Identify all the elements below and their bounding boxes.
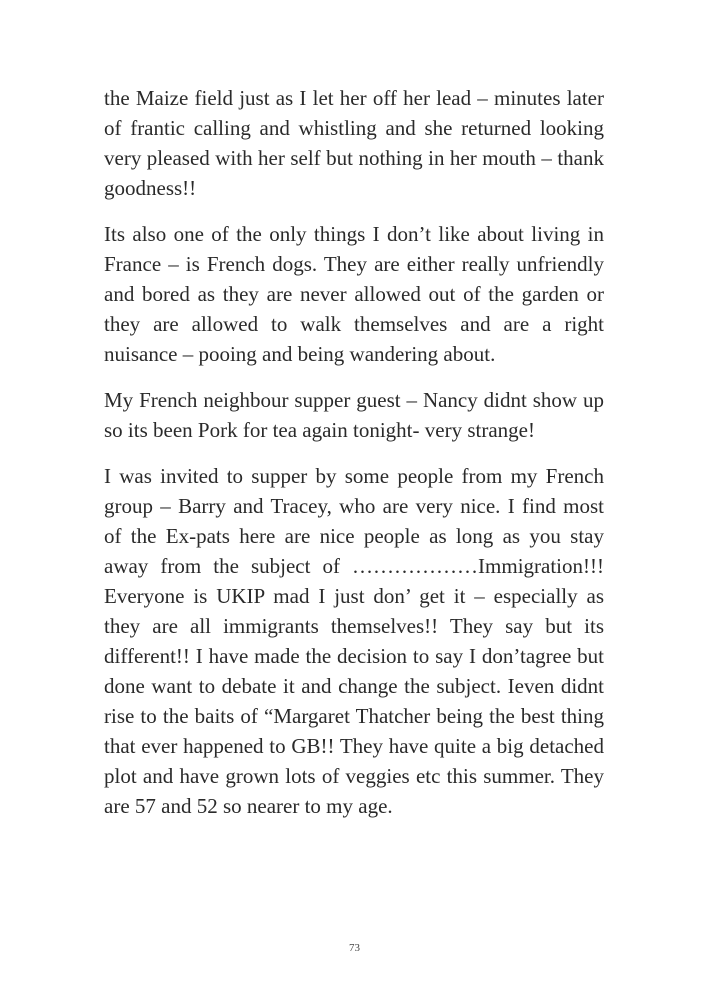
page-number: 73 [349,942,360,954]
paragraph-supper-guest: My French neighbour supper guest – Nancy didnt show up so its been Pork for tea again tonight- very strange! [104,388,604,442]
paragraph-maize-field: the Maize field just as I let her off her lead – minutes later of frantic calling and whistling and she returned looking very pleased with her self but nothing in her mouth – thank goodness!! [104,86,604,200]
body-text [104,83,604,837]
paragraph-supper-invitation: I was invited to supper by some people from my French group – Barry and Tracey, who are very nice. I find most of the Ex-pats here are nice people as long as you stay away from the subject of ………………Immigration!!! Everyone is UKIP mad I just don’ get it – especially as they are all immigrants themselves!! They say but its different!! I have made the decision to say I don’tagree but done want to debate it and change the subject. Ieven didnt rise to the baits of “Margaret Thatcher being the best thing that ever happened to GB!! They have quite a big detached plot and have grown lots of veggies etc this summer. They are 57 and 52 so nearer to my age. [104,464,604,818]
paragraph-french-dogs: Its also one of the only things I don’t like about living in France – is French dogs. They are either really unfriendly and bored as they are never allowed out of the garden or they are allowed to walk themselves and are a right nuisance – pooing and being wandering about. [104,222,604,366]
